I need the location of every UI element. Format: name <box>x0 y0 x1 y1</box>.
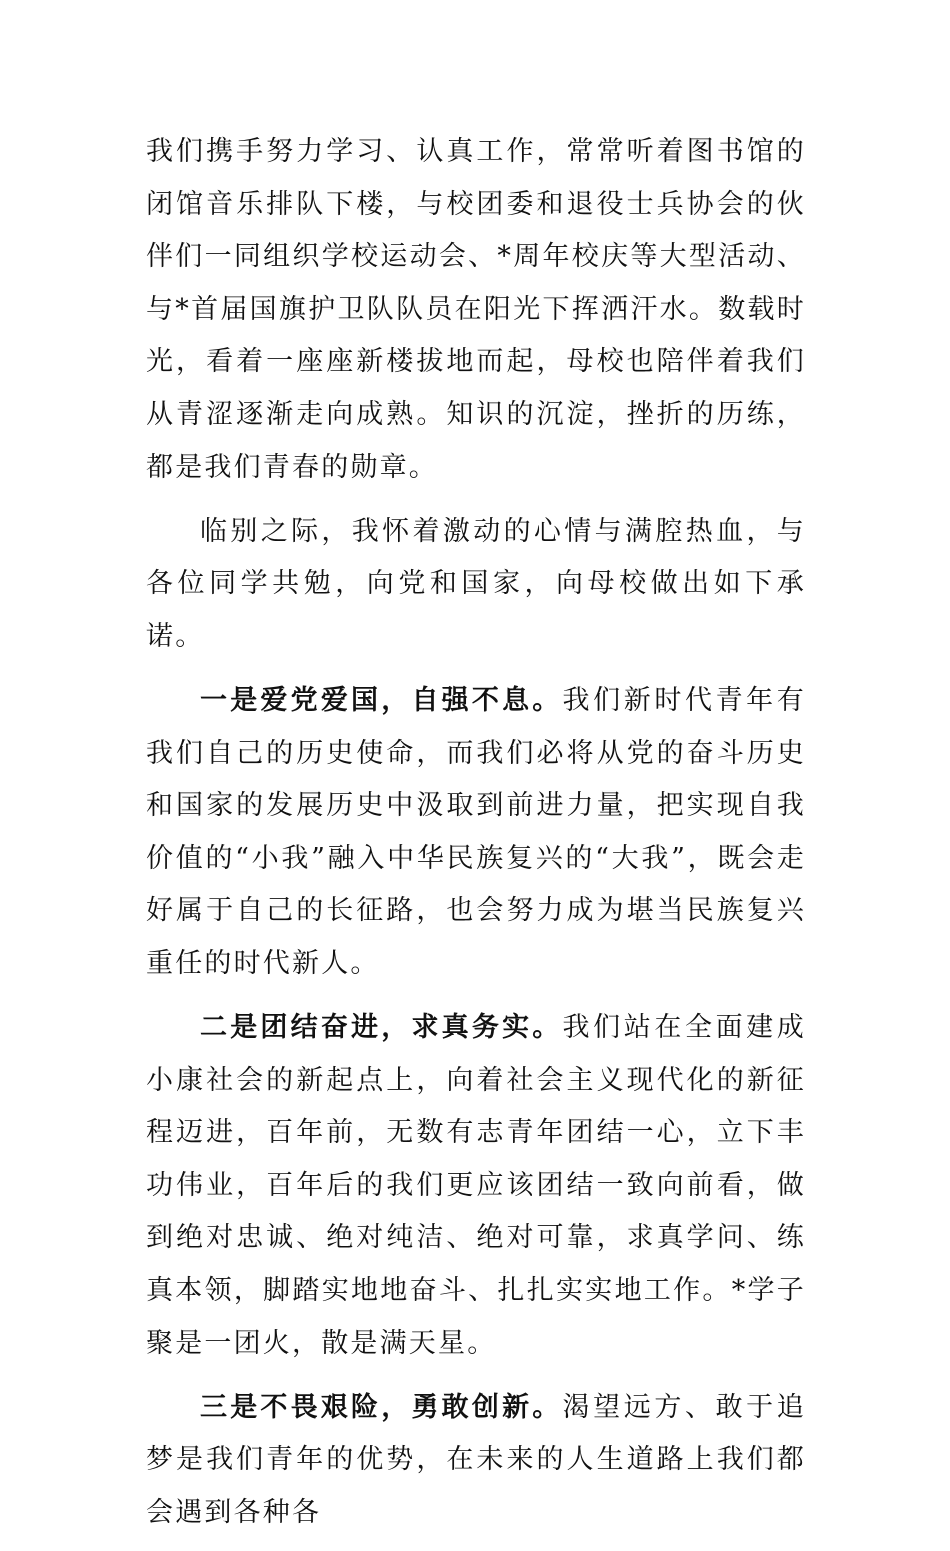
paragraph-memories <box>146 126 806 494</box>
paragraph-text: 渴望远方、敢于追梦是我们青年的优势，在未来的人生道路上我们都会遇到各种各 <box>146 1391 806 1528</box>
paragraph-lead-heading: 三是不畏艰险，勇敢创新。 <box>200 1391 563 1423</box>
paragraph-text: 我们新时代青年有我们自己的历史使命，而我们必将从党的奋斗历史和国家的发展历史中汲取到前进力量，把实现自我价值的“小我”融入中华民族复兴的“大我”，既会走好属于自己的长征路，也会努力成为堪当民族复兴重任的时代新人。 <box>146 684 806 979</box>
paragraph-text: 临别之际，我怀着激动的心情与满腔热血，与各位同学共勉，向党和国家，向母校做出如下承诺。 <box>146 515 806 652</box>
paragraph-pledge-intro <box>146 506 806 664</box>
paragraph-text: 我们携手努力学习、认真工作，常常听着图书馆的闭馆音乐排队下楼，与校团委和退役士兵协会的伙伴们一同组织学校运动会、*周年校庆等大型活动、与*首届国旗护卫队队员在阳光下挥洒汗水。数载时光，看着一座座新楼拔地而起，母校也陪伴着我们从青涩逐渐走向成熟。知识的沉淀，挫折的历练，都是我们青春的勋章。 <box>146 136 806 483</box>
paragraph-text: 我们站在全面建成小康社会的新起点上，向着社会主义现代化的新征程迈进，百年前，无数有志青年团结一心，立下丰功伟业，百年后的我们更应该团结一致向前看，做到绝对忠诚、绝对纯洁、绝对可靠，求真学问、练真本领，脚踏实地地奋斗、扎扎实实地工作。*学子聚是一团火，散是满天星。 <box>146 1012 806 1359</box>
paragraph-lead-heading: 二是团结奋进，求真务实。 <box>200 1012 563 1043</box>
paragraph-pledge-one <box>146 675 806 991</box>
paragraph-pledge-three <box>146 1382 806 1540</box>
paragraph-lead-heading: 一是爱党爱国，自强不息。 <box>200 684 563 716</box>
document-page <box>146 126 806 1551</box>
paragraph-pledge-two <box>146 1002 806 1370</box>
